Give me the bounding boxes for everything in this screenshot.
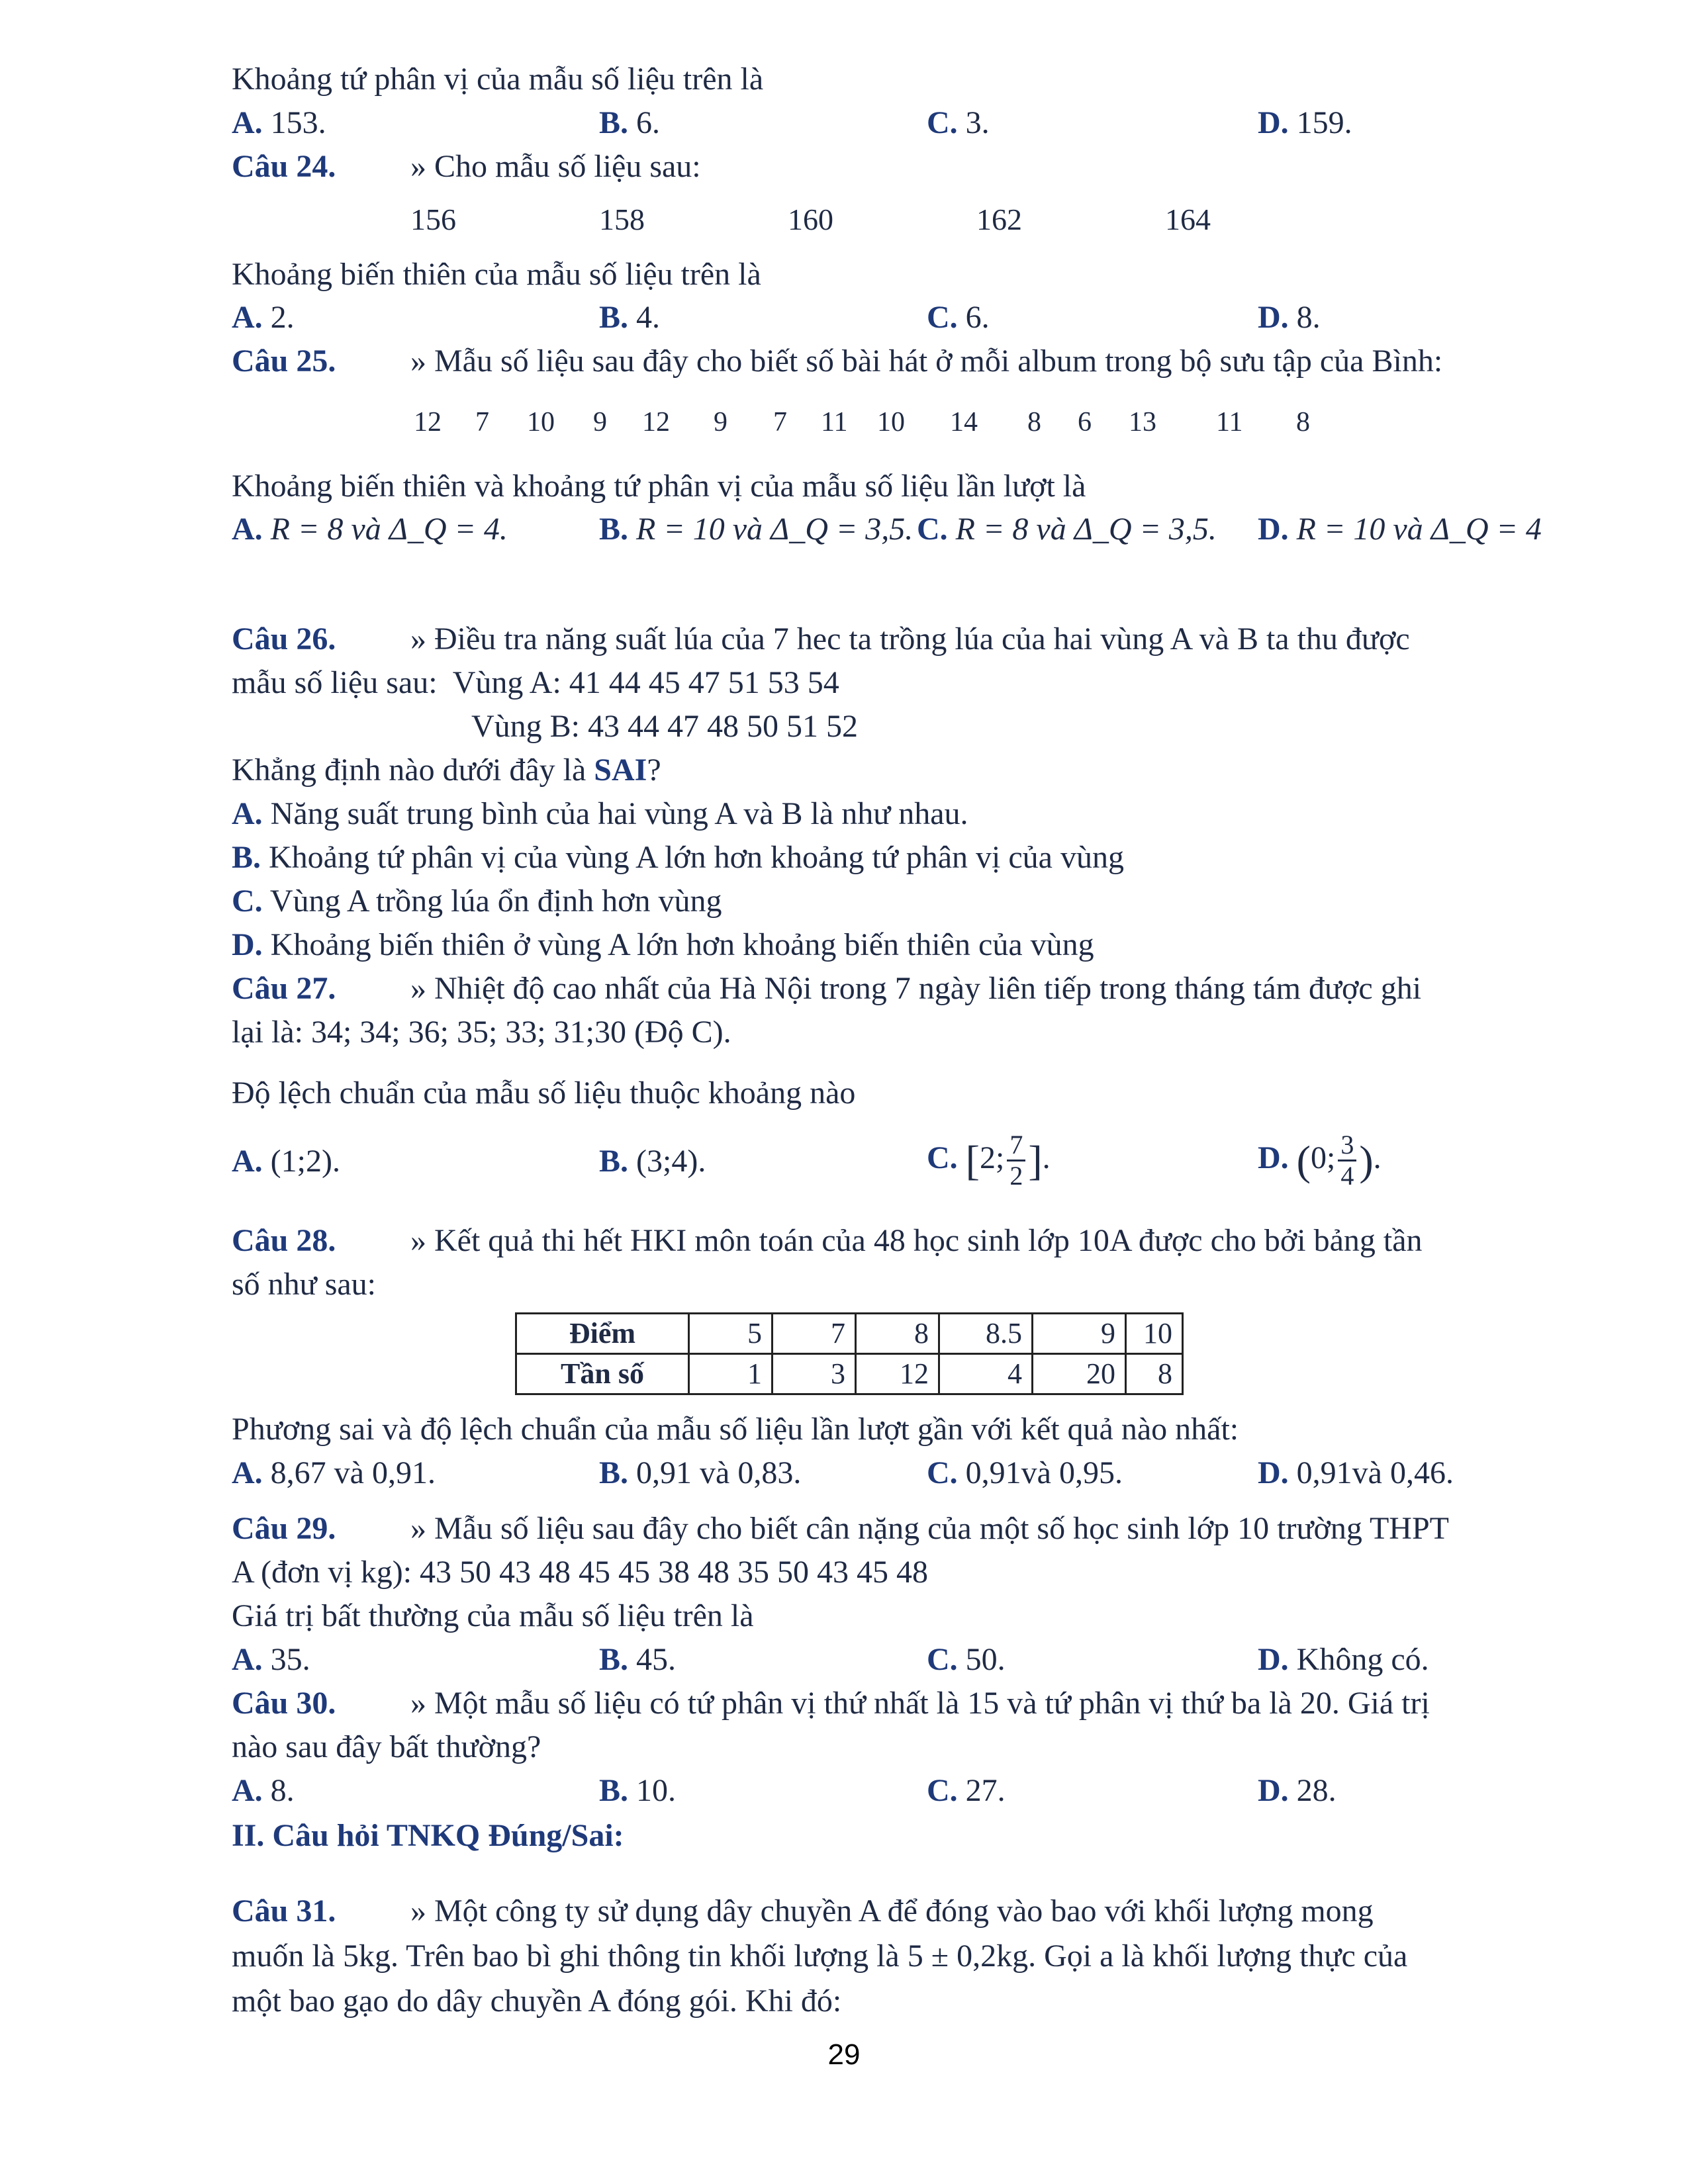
table-header-cell: Điểm xyxy=(516,1314,689,1354)
q27-data: lại là: 34; 34; 36; 35; 33; 31;30 (Độ C). xyxy=(232,1015,731,1050)
q23-prompt: Khoảng tứ phân vị của mẫu số liệu trên là xyxy=(232,62,764,97)
q26-header: Câu 26. » Điều tra năng suất lúa của 7 hec ta trồng lúa của hai vùng A và B ta thu được xyxy=(232,621,1410,657)
q25-option-c: C. R = 8 và Δ_Q = 3,5. xyxy=(917,512,1217,547)
q26-data-b: Vùng B: 43 44 47 48 50 51 52 xyxy=(471,709,859,744)
q27-option-a: A. (1;2). xyxy=(232,1144,340,1179)
q27-option-b: B. (3;4). xyxy=(599,1144,706,1179)
q27-option-d: D. (0; $\frac{3}{4}$ ). xyxy=(1258,1130,1382,1191)
q25-value: 13 xyxy=(1129,407,1156,437)
page-number: 29 xyxy=(827,2038,861,2071)
q29-option-c: C. 50. xyxy=(927,1642,1006,1677)
q24-value: 164 xyxy=(1165,203,1211,236)
q27-option-c: C. [2; $\frac{7}{2}$ ]. xyxy=(927,1130,1051,1191)
q31-text-line2: muốn là 5kg. Trên bao bì ghi thông tin khối lượng là 5 ± 0,2kg. Gọi a là khối lượng thực của xyxy=(232,1938,1408,1974)
q25-value: 7 xyxy=(475,407,489,437)
q28-header-cont: số như sau: xyxy=(232,1267,377,1302)
q29-option-a: A. 35. xyxy=(232,1642,310,1677)
q27-prompt: Độ lệch chuẩn của mẫu số liệu thuộc khoảng nào xyxy=(232,1075,856,1111)
table-cell: 8.5 xyxy=(939,1314,1033,1354)
q25-option-d: D. R = 10 và Δ_Q = 4 xyxy=(1258,512,1542,547)
q25-value: 14 xyxy=(950,407,978,437)
table-cell: 20 xyxy=(1033,1354,1126,1394)
q25-value: 10 xyxy=(877,407,905,437)
q23-option-d: D. 159. xyxy=(1258,105,1352,140)
q23-option-b: B. 6. xyxy=(599,105,661,140)
q30-option-a: A. 8. xyxy=(232,1773,295,1808)
table-row xyxy=(516,1354,1183,1394)
q25-value: 8 xyxy=(1296,407,1310,437)
q28-option-d: D. 0,91và 0,46. xyxy=(1258,1455,1454,1490)
q24-option-d: D. 8. xyxy=(1258,300,1321,335)
q25-header: Câu 25. » Mẫu số liệu sau đây cho biết số bài hát ở mỗi album trong bộ sưu tập của Bình: xyxy=(232,343,1443,379)
q29-prompt: Giá trị bất thường của mẫu số liệu trên là xyxy=(232,1598,754,1633)
table-cell: 10 xyxy=(1126,1314,1183,1354)
q30-option-d: D. 28. xyxy=(1258,1773,1336,1808)
q25-option-a: A. R = 8 và Δ_Q = 4. xyxy=(232,512,508,547)
q24-value: 156 xyxy=(410,203,456,236)
q26-option-c: C. Vùng A trồng lúa ổn định hơn vùng xyxy=(232,884,722,919)
q30-header-cont: nào sau đây bất thường? xyxy=(232,1729,541,1764)
table-cell: 4 xyxy=(939,1354,1033,1394)
q29-header: Câu 29. » Mẫu số liệu sau đây cho biết cân nặng của một số học sinh lớp 10 trường THPT xyxy=(232,1511,1449,1546)
q26-option-b: B. Khoảng tứ phân vị của vùng A lớn hơn khoảng tứ phân vị của vùng xyxy=(232,840,1124,875)
q28-prompt: Phương sai và độ lệch chuẩn của mẫu số liệu lần lượt gần với kết quả nào nhất: xyxy=(232,1412,1239,1447)
q25-prompt: Khoảng biến thiên và khoảng tứ phân vị của mẫu số liệu lần lượt là xyxy=(232,469,1086,504)
q24-prompt: Khoảng biến thiên của mẫu số liệu trên là xyxy=(232,257,761,292)
frequency-table xyxy=(515,1312,1184,1395)
table-cell: 3 xyxy=(773,1354,856,1394)
q26-option-d: D. Khoảng biến thiên ở vùng A lớn hơn khoảng biến thiên của vùng xyxy=(232,927,1094,962)
table-cell: 8 xyxy=(856,1314,939,1354)
q31-text-line3: một bao gạo do dây chuyền A đóng gói. Khi đó: xyxy=(232,1983,842,2019)
q25-value: 11 xyxy=(821,407,848,437)
table-cell: 1 xyxy=(689,1354,773,1394)
q25-value: 9 xyxy=(593,407,607,437)
q24-value: 162 xyxy=(976,203,1022,236)
table-cell: 5 xyxy=(689,1314,773,1354)
table-row xyxy=(516,1314,1183,1354)
q25-value: 11 xyxy=(1216,407,1243,437)
q24-header: Câu 24. » Cho mẫu số liệu sau: xyxy=(232,149,701,184)
table-cell: 7 xyxy=(773,1314,856,1354)
q28-option-b: B. 0,91 và 0,83. xyxy=(599,1455,802,1490)
q24-option-c: C. 6. xyxy=(927,300,990,335)
section-heading: II. Câu hỏi TNKQ Đúng/Sai: xyxy=(232,1818,624,1853)
q25-value: 12 xyxy=(642,407,670,437)
q26-data-a: mẫu số liệu sau: Vùng A: 41 44 45 47 51 53 54 xyxy=(232,665,839,700)
table-header-cell: Tần số xyxy=(516,1354,689,1394)
q26-prompt: Khẳng định nào dưới đây là SAI? xyxy=(232,752,661,788)
q30-option-c: C. 27. xyxy=(927,1773,1006,1808)
q24-value: 160 xyxy=(788,203,833,236)
q28-option-c: C. 0,91và 0,95. xyxy=(927,1455,1123,1490)
q28-header: Câu 28. » Kết quả thi hết HKI môn toán của 48 học sinh lớp 10A được cho bởi bảng tần xyxy=(232,1223,1423,1258)
q24-value: 158 xyxy=(599,203,645,236)
table-cell: 9 xyxy=(1033,1314,1126,1354)
q29-option-b: B. 45. xyxy=(599,1642,677,1677)
table-cell: 8 xyxy=(1126,1354,1183,1394)
q25-option-b: B. R = 10 và Δ_Q = 3,5. xyxy=(599,512,914,547)
q23-option-c: C. 3. xyxy=(927,105,990,140)
q29-data: A (đơn vị kg): 43 50 43 48 45 45 38 48 35 50 43 45 48 xyxy=(232,1555,929,1590)
table-cell: 12 xyxy=(856,1354,939,1394)
q25-value: 10 xyxy=(527,407,555,437)
q30-option-b: B. 10. xyxy=(599,1773,677,1808)
q25-value: 7 xyxy=(773,407,787,437)
q26-option-a: A. Năng suất trung bình của hai vùng A và B là như nhau. xyxy=(232,796,968,831)
q29-option-d: D. Không có. xyxy=(1258,1642,1429,1677)
fraction: $\frac{3}{4}$ xyxy=(1338,1130,1356,1191)
q25-value: 8 xyxy=(1027,407,1041,437)
q24-option-b: B. 4. xyxy=(599,300,661,335)
q27-header: Câu 27. » Nhiệt độ cao nhất của Hà Nội trong 7 ngày liên tiếp trong tháng tám được ghi xyxy=(232,971,1422,1006)
q25-value: 6 xyxy=(1078,407,1092,437)
q23-option-a: A. 153. xyxy=(232,105,326,140)
q25-value: 12 xyxy=(414,407,442,437)
q28-option-a: A. 8,67 và 0,91. xyxy=(232,1455,436,1490)
q25-value: 9 xyxy=(714,407,727,437)
q31-header: Câu 31. » Một công ty sử dụng dây chuyền A để đóng vào bao với khối lượng mong xyxy=(232,1893,1374,1929)
fraction: $\frac{7}{2}$ xyxy=(1007,1130,1025,1191)
q24-option-a: A. 2. xyxy=(232,300,295,335)
q30-header: Câu 30. » Một mẫu số liệu có tứ phân vị thứ nhất là 15 và tứ phân vị thứ ba là 20. Giá trị xyxy=(232,1686,1430,1721)
